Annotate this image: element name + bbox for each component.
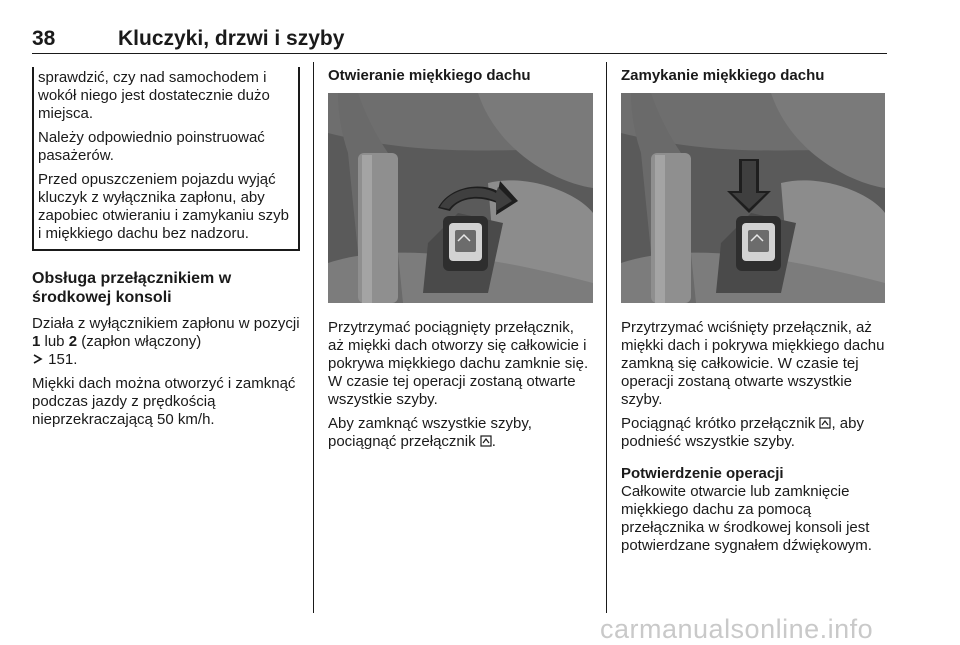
warning-text: sprawdzić, czy nad samochodem i wokół niego jest dostatecznie dużo miejsca. bbox=[38, 69, 270, 122]
paragraph: Przytrzymać wciśnięty przełącznik, aż miękki dach i pokrywa miękkiego dachu zamkną się całkowicie. W czasie tej operacji zostaną otwarte wszystkie szyby. bbox=[621, 319, 885, 408]
subsection-title: Otwieranie miękkiego dachu bbox=[328, 67, 531, 84]
column-divider bbox=[606, 62, 607, 613]
page-header bbox=[32, 27, 887, 54]
paragraph: Miękki dach można otworzyć i zamknąć podczas jazdy z prędkością nieprzekraczającą 50 km/h. bbox=[32, 375, 296, 428]
window-switch-icon bbox=[480, 435, 492, 447]
column-left bbox=[32, 67, 300, 435]
warning-text: Przed opuszczeniem pojazdu wyjąć kluczyk z wyłącznika zapłonu, aby zapobiec otwieraniu i zamykaniu szyb i miękkiego dachu bez nadzoru. bbox=[38, 171, 289, 242]
running-title: Kluczyki, drzwi i szyby bbox=[118, 27, 345, 50]
subsection-title: Potwierdzenie operacji bbox=[621, 465, 784, 482]
warning-text: Należy odpowiednio poinstruować pasażerów. bbox=[38, 129, 265, 164]
paragraph: Przytrzymać pociągnięty przełącznik, aż miękki dach otworzy się całkowicie i pokrywa miękkiego dachu zamknie się. W czasie tej operacji zostaną otwarte wszystkie szyby. bbox=[328, 319, 589, 408]
watermark: carmanualsonline.info bbox=[600, 614, 874, 644]
paragraph: Całkowite otwarcie lub zamknięcie miękkiego dachu za pomocą przełącznika w środkowej konsoli jest potwierdzane sygnałem dźwiękowym. bbox=[621, 483, 872, 554]
page-reference[interactable]: 151. bbox=[48, 351, 78, 368]
column-middle bbox=[328, 67, 593, 457]
console-switch-press-illustration bbox=[621, 93, 885, 303]
page-number: 38 bbox=[32, 27, 56, 50]
paragraph: Pociągnąć krótko przełącznik , aby podnieść wszystkie szyby. bbox=[621, 415, 864, 450]
console-switch-pull-illustration bbox=[328, 93, 593, 303]
column-right bbox=[621, 67, 887, 561]
warning-box bbox=[32, 67, 300, 251]
paragraph: Działa z wyłącznikiem zapłonu w pozycji 1 lub 2 (zapłon włączony) 151. bbox=[32, 315, 300, 368]
paragraph: Aby zamknąć wszystkie szyby, pociągnąć przełącznik . bbox=[328, 415, 532, 450]
subsection-title: Zamykanie miękkiego dachu bbox=[621, 67, 825, 84]
window-switch-icon bbox=[819, 417, 831, 429]
section-title: Obsługa przełącznikiem w środkowej konsoli bbox=[32, 270, 232, 306]
column-divider bbox=[313, 62, 314, 613]
page-reference-icon bbox=[32, 353, 44, 365]
